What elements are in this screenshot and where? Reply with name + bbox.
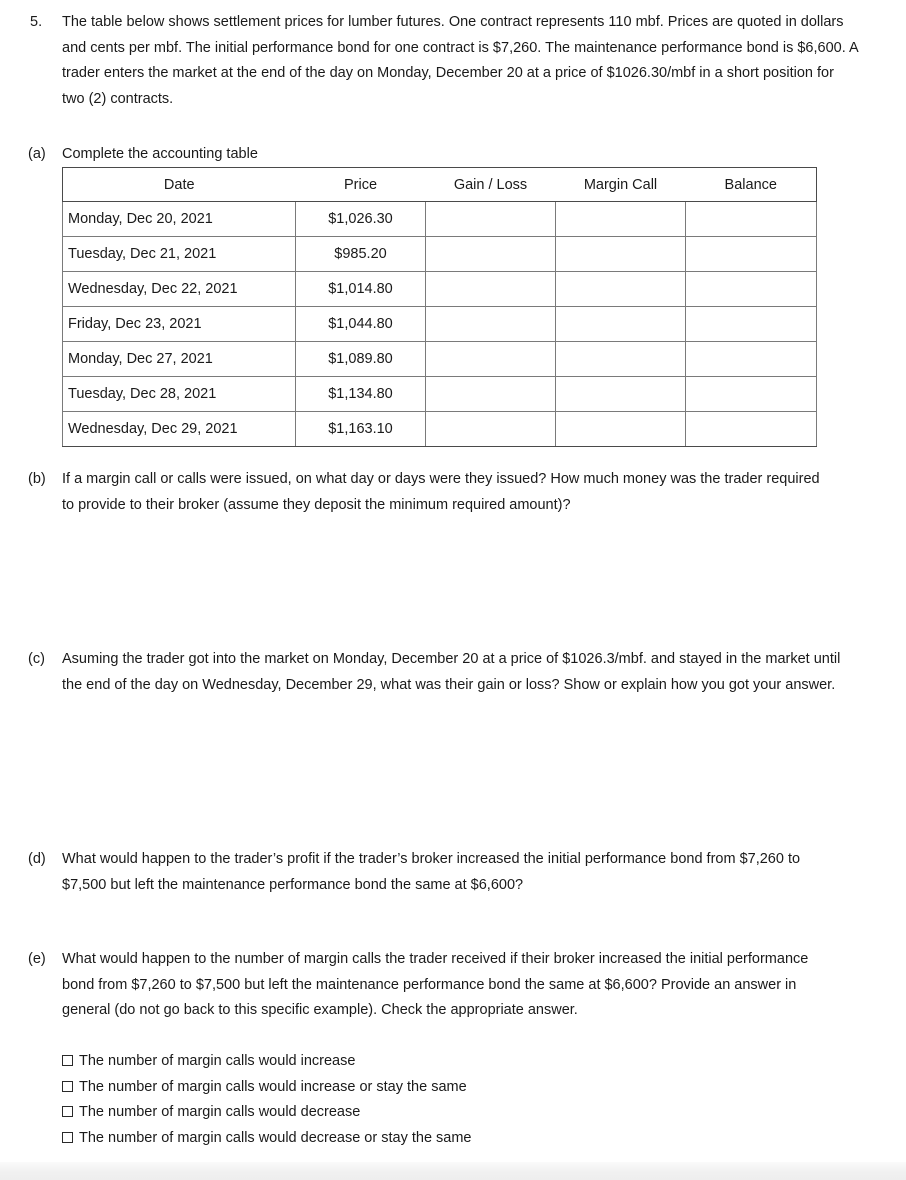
cell-gain-loss[interactable] [426, 307, 556, 342]
column-header-margin-call: Margin Call [556, 168, 686, 202]
cell-gain-loss[interactable] [426, 237, 556, 272]
part-a-text: Complete the accounting table [62, 146, 258, 162]
accounting-table-wrapper [62, 167, 816, 447]
cell-date: Monday, Dec 27, 2021 [63, 342, 296, 377]
table-header-row [63, 168, 817, 202]
cell-date: Wednesday, Dec 22, 2021 [63, 272, 296, 307]
part-a-marker: (a) [28, 146, 46, 162]
cell-date: Tuesday, Dec 28, 2021 [63, 377, 296, 412]
part-d [28, 847, 828, 898]
answer-option-label: The number of margin calls would decrease [79, 1104, 361, 1120]
answer-option-label: The number of margin calls would decrease or stay the same [79, 1129, 472, 1146]
part-e [28, 947, 840, 1024]
cell-gain-loss[interactable] [426, 412, 556, 447]
answer-option-1[interactable] [62, 1049, 762, 1075]
table-row [63, 237, 817, 272]
cell-margin-call[interactable] [556, 307, 686, 342]
accounting-table [62, 167, 817, 447]
column-header-price: Price [296, 168, 426, 202]
cell-gain-loss[interactable] [426, 202, 556, 237]
cell-margin-call[interactable] [556, 202, 686, 237]
table-row [63, 377, 817, 412]
cell-gain-loss[interactable] [426, 377, 556, 412]
cell-balance[interactable] [686, 342, 817, 377]
cell-balance[interactable] [686, 412, 817, 447]
question-stem-text: The table below shows settlement prices for lumber futures. One contract represents 110 mbf. Prices are quoted in dollars and cents per mbf. The initial performance bond for one contract is $7,260. The maintenance performance bond is $6,600. A trader enters the market at the end of the day on Monday, December 20 at a price of $1026.30/mbf in a short position for two (2) contracts. [62, 14, 858, 107]
table-row [63, 342, 817, 377]
accounting-table-head [63, 168, 817, 202]
cell-price: $1,089.80 [296, 342, 426, 377]
cell-balance[interactable] [686, 377, 817, 412]
checkbox-icon[interactable] [62, 1081, 73, 1092]
cell-price: $1,014.80 [296, 272, 426, 307]
cell-gain-loss[interactable] [426, 272, 556, 307]
table-row [63, 412, 817, 447]
part-e-marker: (e) [28, 951, 46, 967]
cell-date: Tuesday, Dec 21, 2021 [63, 237, 296, 272]
answer-option-label: The number of margin calls would increase [79, 1053, 356, 1069]
cell-margin-call[interactable] [556, 342, 686, 377]
cell-margin-call[interactable] [556, 412, 686, 447]
part-c [28, 647, 843, 698]
table-row [63, 272, 817, 307]
table-row [63, 202, 817, 237]
cell-price: $1,134.80 [296, 377, 426, 412]
accounting-table-body [63, 202, 817, 447]
cell-price: $1,026.30 [296, 202, 426, 237]
part-b-marker: (b) [28, 471, 46, 487]
answer-option-2[interactable] [62, 1075, 762, 1101]
cell-date: Wednesday, Dec 29, 2021 [63, 412, 296, 447]
cell-balance[interactable] [686, 202, 817, 237]
question-number: 5. [30, 14, 43, 30]
cell-margin-call[interactable] [556, 272, 686, 307]
cell-price: $985.20 [296, 237, 426, 272]
part-b-text: If a margin call or calls were issued, on what day or days were they issued? How much money was the trader required to provide to their broker (assume they deposit the minimum required amount)? [62, 471, 820, 513]
cell-gain-loss[interactable] [426, 342, 556, 377]
answer-option-4[interactable] [62, 1126, 762, 1152]
part-b [28, 467, 828, 518]
table-row [63, 307, 817, 342]
part-d-marker: (d) [28, 851, 46, 867]
cell-date: Friday, Dec 23, 2021 [63, 307, 296, 342]
part-c-marker: (c) [28, 651, 45, 667]
part-a [28, 142, 858, 168]
cell-date: Monday, Dec 20, 2021 [63, 202, 296, 237]
column-header-date: Date [63, 168, 296, 202]
answer-option-3[interactable] [62, 1100, 762, 1126]
part-d-text: What would happen to the trader’s profit if the trader’s broker increased the initial performance bond from $7,260 to $7,500 but left the maintenance performance bond the same at $6,600? [62, 851, 801, 893]
checkbox-icon[interactable] [62, 1106, 73, 1117]
cell-margin-call[interactable] [556, 237, 686, 272]
cell-balance[interactable] [686, 307, 817, 342]
answer-option-label: The number of margin calls would increase or stay the same [79, 1078, 467, 1095]
column-header-gain-loss: Gain / Loss [426, 168, 556, 202]
answer-options-list [62, 1049, 762, 1151]
cell-margin-call[interactable] [556, 377, 686, 412]
column-header-balance: Balance [686, 168, 817, 202]
part-e-text: What would happen to the number of margin calls the trader received if their broker increased the initial performance bond from $7,260 to $7,500 but left the maintenance performance bond the same at $6,600? Provide an answer in general (do not go back to this specific example). Check the appropriate answer. [62, 951, 809, 1018]
cell-balance[interactable] [686, 272, 817, 307]
cell-balance[interactable] [686, 237, 817, 272]
cell-price: $1,163.10 [296, 412, 426, 447]
checkbox-icon[interactable] [62, 1055, 73, 1066]
question-5 [30, 10, 858, 112]
page-bottom-strip [0, 1162, 906, 1180]
part-c-text: Asuming the trader got into the market on Monday, December 20 at a price of $1026.3/mbf. and stayed in the market until the end of the day on Wednesday, December 29, what was their gain or loss? Show or explain how you got your answer. [62, 651, 841, 693]
cell-price: $1,044.80 [296, 307, 426, 342]
checkbox-icon[interactable] [62, 1132, 73, 1143]
